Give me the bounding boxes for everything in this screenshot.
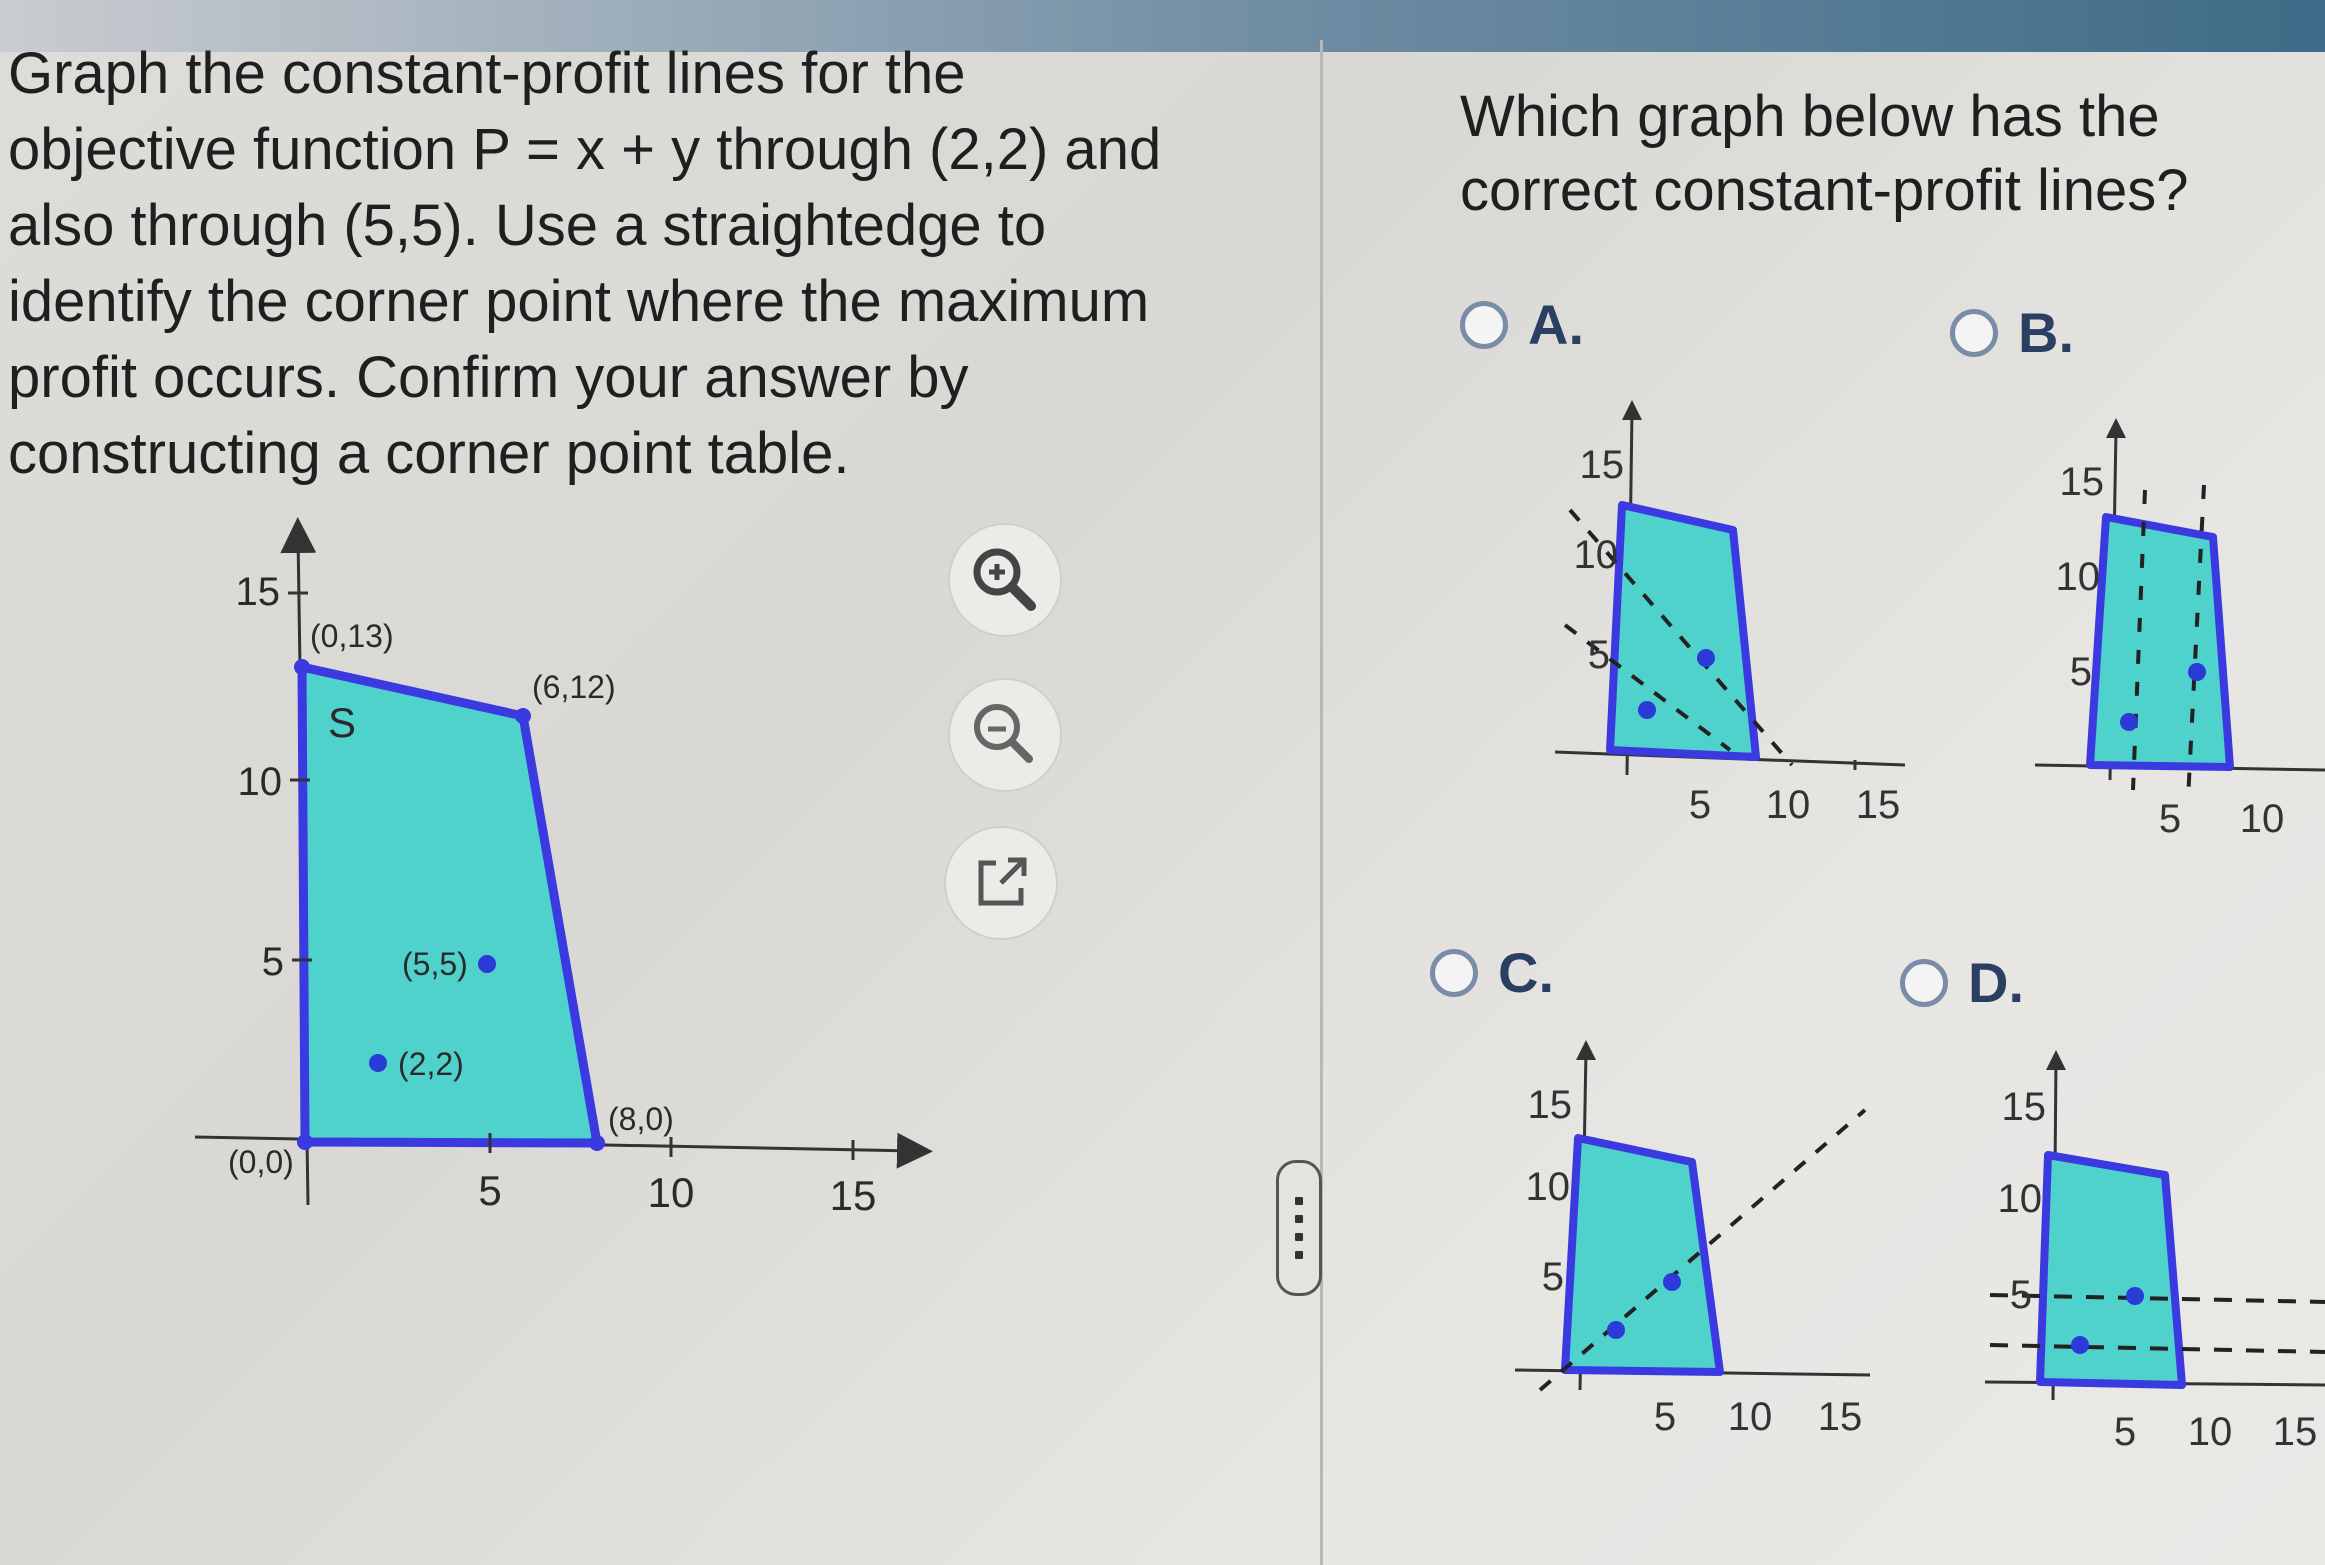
question-line: objective function P = x + y through (2,2) and <box>8 117 1162 182</box>
option-c-label: C. <box>1498 941 1554 1004</box>
option-d-graph <box>1960 1040 2325 1490</box>
prompt-text <box>1460 80 2280 228</box>
option-a-y-tick: 5 <box>1587 633 1610 677</box>
option-a-y-tick: 15 <box>1579 443 1624 487</box>
option-c-x-tick: 10 <box>1727 1395 1773 1439</box>
option-d-y-tick: 5 <box>2009 1273 2032 1317</box>
question-line: profit occurs. Confirm your answer by <box>8 345 969 410</box>
option-a-label: A. <box>1528 293 1584 356</box>
option-c-radio[interactable] <box>1430 949 1478 997</box>
corner-point <box>297 1134 313 1150</box>
option-b-graph <box>2010 400 2325 860</box>
point-label: (5,5) <box>402 946 468 982</box>
y-tick-label: 10 <box>237 760 282 804</box>
option-c-graph <box>1490 1030 1910 1480</box>
option-d-radio[interactable] <box>1900 959 1948 1007</box>
question-text <box>8 36 1208 492</box>
zoom-in-button[interactable] <box>950 525 1060 635</box>
zoom-out-icon <box>965 695 1045 775</box>
region-label: S <box>328 699 357 746</box>
option-c-y-tick: 5 <box>1541 1255 1564 1299</box>
option-d-x-tick: 15 <box>2272 1410 2318 1454</box>
option-d-x-tick: 10 <box>2187 1410 2233 1454</box>
corner-label: (6,12) <box>532 669 616 705</box>
option-a-x-tick: 10 <box>1765 783 1811 827</box>
option-b-label: B. <box>2018 301 2074 364</box>
x-tick-label: 15 <box>829 1172 877 1219</box>
open-external-icon <box>966 848 1036 918</box>
y-tick-label: 5 <box>261 940 284 984</box>
option-b[interactable] <box>1950 300 2074 365</box>
option-d[interactable] <box>1900 950 2024 1015</box>
option-d-y-tick: 15 <box>2001 1085 2046 1129</box>
option-d-x-tick: 5 <box>2113 1410 2137 1454</box>
open-external-button[interactable] <box>946 828 1056 938</box>
option-a-radio[interactable] <box>1460 301 1508 349</box>
point-5-5 <box>478 955 496 973</box>
option-b-radio[interactable] <box>1950 309 1998 357</box>
point-label: (2,2) <box>398 1046 464 1082</box>
corner-point <box>515 708 531 724</box>
option-b-y-tick: 15 <box>2059 460 2104 504</box>
pane-divider <box>1320 40 1323 1565</box>
option-c-x-tick: 15 <box>1817 1395 1863 1439</box>
option-d-label: D. <box>1968 951 2024 1014</box>
corner-point <box>294 659 310 675</box>
y-tick-label: 15 <box>235 570 280 614</box>
corner-point <box>589 1135 605 1151</box>
option-a[interactable] <box>1460 292 1584 357</box>
corner-label: (0,0) <box>228 1144 294 1180</box>
point-2-2 <box>369 1054 387 1072</box>
option-c-y-tick: 10 <box>1525 1165 1570 1209</box>
option-a-x-tick: 5 <box>1688 783 1712 827</box>
main-graph <box>180 505 950 1245</box>
x-tick-label: 5 <box>478 1167 502 1214</box>
prompt-line: correct constant-profit lines? <box>1460 158 2189 223</box>
option-b-x-tick: 10 <box>2239 797 2285 841</box>
option-a-x-tick: 15 <box>1855 783 1901 827</box>
corner-label: (0,13) <box>310 618 394 654</box>
zoom-out-button[interactable] <box>950 680 1060 790</box>
option-a-y-tick: 10 <box>1573 533 1618 577</box>
question-line: identify the corner point where the maximum <box>8 269 1150 334</box>
pane-resize-handle[interactable] <box>1276 1160 1322 1296</box>
question-line: constructing a corner point table. <box>8 421 850 486</box>
question-line: also through (5,5). Use a straightedge to <box>8 193 1047 258</box>
question-line: Graph the constant-profit lines for the <box>8 41 966 106</box>
option-b-x-tick: 5 <box>2158 797 2182 841</box>
corner-label: (8,0) <box>608 1101 674 1137</box>
option-b-y-tick: 10 <box>2055 555 2100 599</box>
option-d-y-tick: 10 <box>1997 1177 2042 1221</box>
prompt-line: Which graph below has the <box>1460 84 2160 149</box>
option-c-y-tick: 15 <box>1527 1083 1572 1127</box>
option-a-graph <box>1530 390 1950 840</box>
x-tick-label: 10 <box>647 1169 695 1216</box>
option-b-y-tick: 5 <box>2069 650 2092 694</box>
option-c-x-tick: 5 <box>1653 1395 1677 1439</box>
zoom-in-icon <box>965 540 1045 620</box>
option-c[interactable] <box>1430 940 1554 1005</box>
